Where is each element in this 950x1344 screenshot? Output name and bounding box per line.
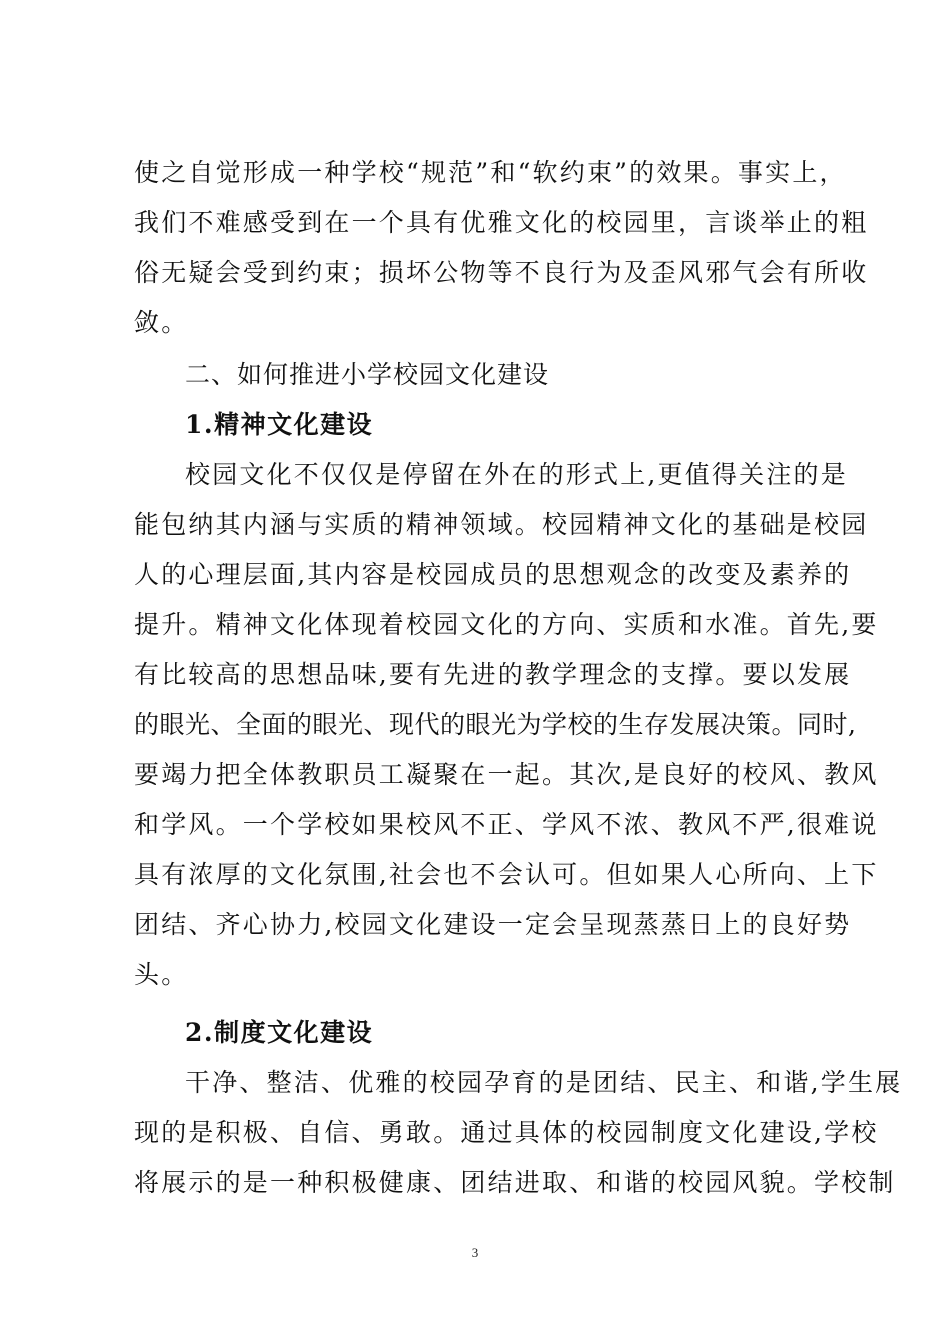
text-line: 校园文化不仅仅是停留在外在的形式上,更值得关注的是 <box>185 460 848 489</box>
text-line: 提升。精神文化体现着校园文化的方向、实质和水准。首先,要 <box>134 610 879 639</box>
text-line: 俗无疑会受到约束；损坏公物等不良行为及歪风邪气会有所收 <box>134 258 869 287</box>
text-line: 人的心理层面,其内容是校园成员的思想观念的改变及素养的 <box>134 560 852 589</box>
text-line: 有比较高的思想品味,要有先进的教学理念的支撑。要以发展 <box>134 660 852 689</box>
text-line: 头。 <box>134 960 189 989</box>
text-line: 要竭力把全体教职员工凝聚在一起。其次,是良好的校风、教风 <box>134 760 879 789</box>
text-line: 敛。 <box>134 308 189 337</box>
text-line: 能包纳其内涵与实质的精神领域。校园精神文化的基础是校园 <box>134 510 869 539</box>
intro-paragraph <box>134 148 903 1208</box>
text-line: 团结、齐心协力,校园文化建设一定会呈现蒸蒸日上的良好势 <box>134 910 852 939</box>
text-line: 的眼光、全面的眼光、现代的眼光为学校的生存发展决策。同时, <box>134 710 857 739</box>
text-line: 使之自觉形成一种学校“规范”和“软约束”的效果。事实上， <box>134 158 847 187</box>
subsection-heading-spirit: 1.精神文化建设 <box>185 410 374 439</box>
text-line: 我们不难感受到在一个具有优雅文化的校园里，言谈举止的粗 <box>134 208 869 237</box>
text-line: 具有浓厚的文化氛围,社会也不会认可。但如果人心所向、上下 <box>134 860 879 889</box>
subsection-heading-system: 2.制度文化建设 <box>185 1018 374 1047</box>
text-line: 现的是积极、自信、勇敢。通过具体的校园制度文化建设,学校 <box>134 1118 879 1147</box>
text-line: 干净、整洁、优雅的校园孕育的是团结、民主、和谐,学生展 <box>185 1068 903 1097</box>
text-line: 将展示的是一种积极健康、团结进取、和谐的校园风貌。学校制 <box>134 1168 896 1197</box>
page-number: 3 <box>471 1245 479 1260</box>
text-line: 和学风。一个学校如果校风不正、学风不浓、教风不严,很难说 <box>134 810 879 839</box>
paragraph-gap <box>134 1000 824 1008</box>
section-heading: 二、如何推进小学校园文化建设 <box>185 360 550 389</box>
